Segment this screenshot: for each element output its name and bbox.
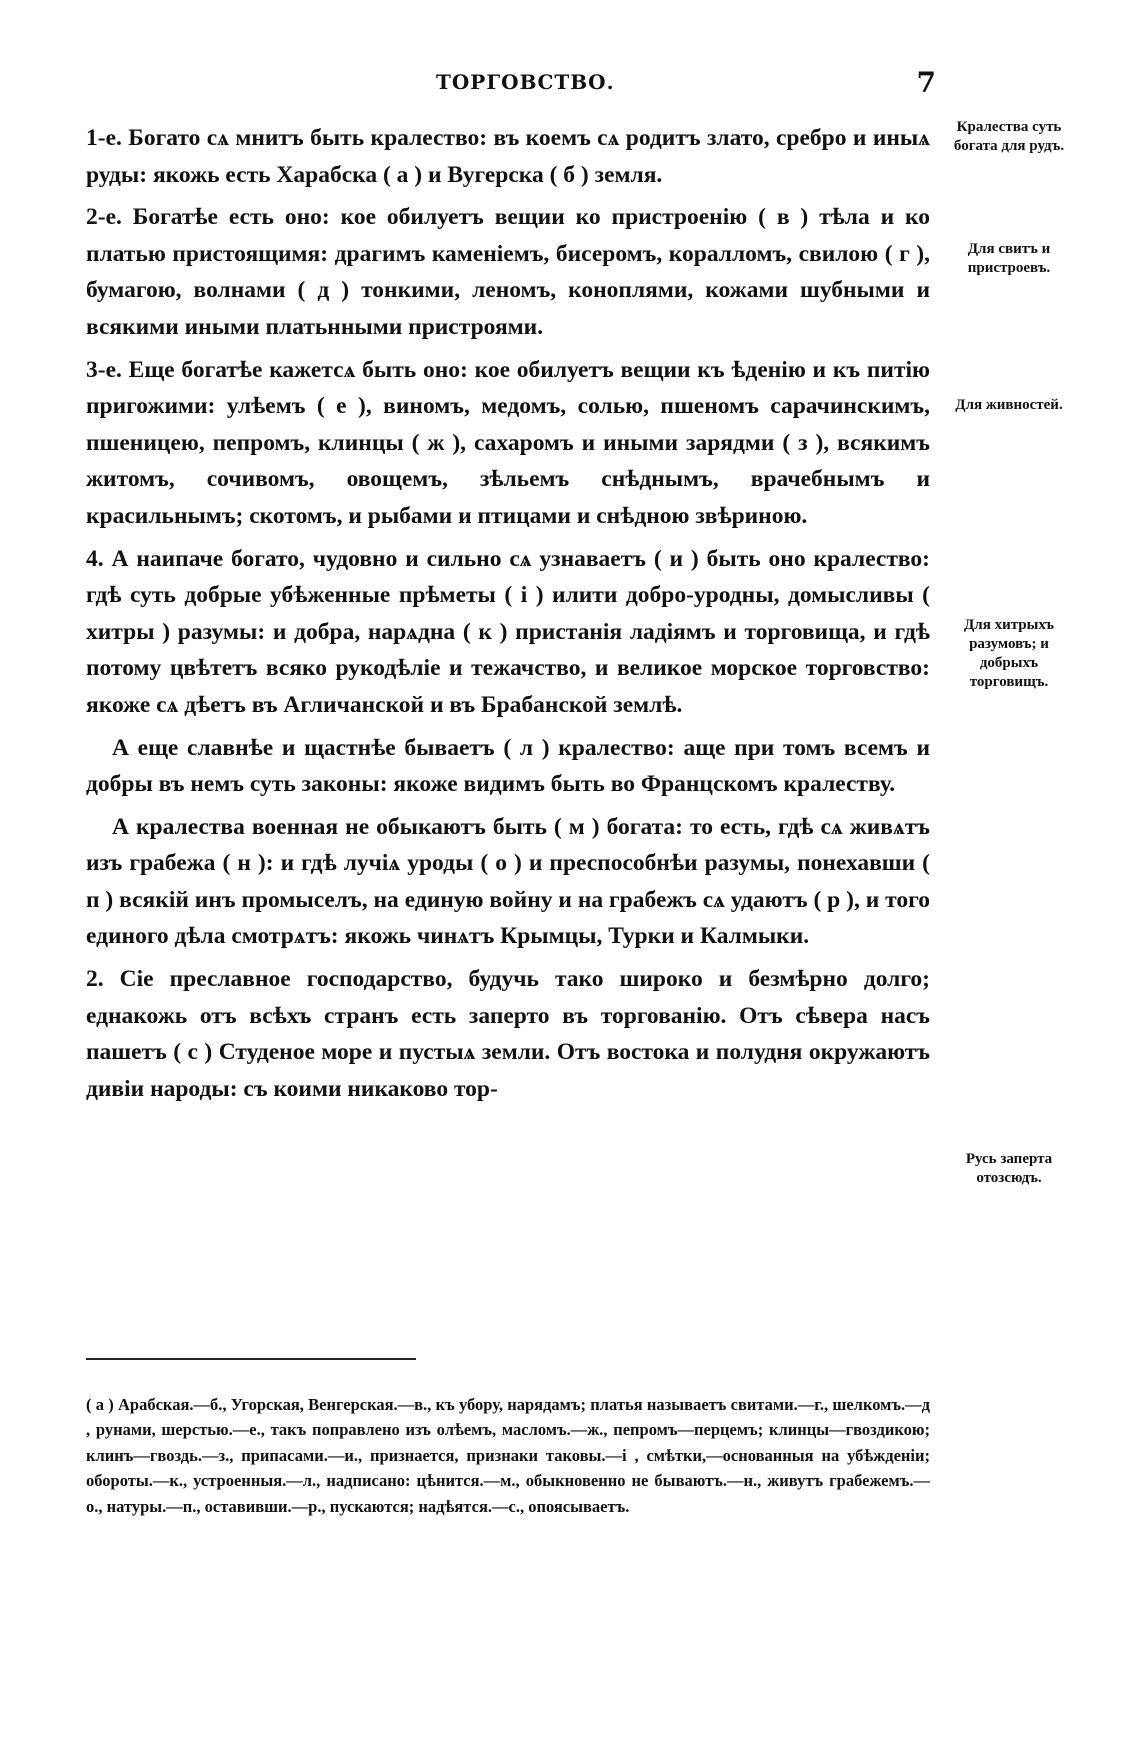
margin-note-ores: Кралества суть богата для рудъ. [953,119,1065,154]
paragraph-text: Сіе преславное господарство, будучь тако широко и безмѣрно долго; еднакожь отъ всѣхъ странъ есть заперто въ торгованію. Отъ сѣвера насъ пашетъ ( с ) Студеное море и пустыѧ земли. Отъ востока и полудня окружаютъ дивіи народы: съ коими никаково тор- [86,966,930,1102]
paragraph-text: Богатѣе есть оно: кое обилуетъ вещии ко пристроенію ( в ) тѣла и ко платью пристоящимя: драгимъ каменіемъ, бисеромъ, коралломъ, свилою ( г ), бумагою, волнами ( д ) тонкими, леномъ, коноплями, кожами шубными и всякими иными платьнными пристроями. [86,204,930,340]
paragraph-4 [86,541,930,724]
paragraph-number: 4. [86,545,104,572]
margin-note-skills: Для хитрыхъ разумовъ; и добрыхъ торговищъ. [963,617,1055,690]
paragraph-russia [86,961,930,1107]
paragraph-3 [86,352,930,535]
running-title: ТОРГОВСТВО. [436,70,615,94]
paragraph-number: 2. [86,966,104,993]
body-text [86,120,930,1113]
footnotes: ( а ) Арабская.—б., Угорская, Венгерская.—в., къ убору, нарядамъ; платья называетъ свитами.—г., шелкомъ.—д , рунами, шерстью.—е., такъ поправлено изъ олѣемъ, масломъ.—ж., пепромъ—перцемъ; клинцы—гвоздикою; клинъ—гвоздь.—з., припасами.—и., признается, признаки таковы.—і , смѣтки,—основанныя на убѣжденіи; обороты.—к., устроенныя.—л., надписано: цѣнится.—м., обыкновенно не бываютъ.—н., живутъ грабежемъ.—о., натуры.—п., оставивши.—р., пускаются; надѣятся.—с., опоясываетъ. [86,1395,930,1516]
paragraph-number: 1-е. [86,125,122,151]
margin-note-clothing: Для свитъ и пристроевъ. [967,241,1051,276]
paragraph-text: Богато сѧ мнитъ быть кралество: въ коемъ сѧ родитъ злато, сребро и иныѧ руды: якожь есть Харабска ( а ) и Вугерска ( б ) земля. [86,125,930,188]
paragraph-number: 3-е. [86,356,122,383]
paragraph-number: 2-е. [86,204,122,231]
paragraph-1 [86,120,930,193]
paragraph-laws: А еще славнѣе и щастнѣе бываетъ ( л ) кралество: аще при томъ всемъ и добры въ немъ суть законы: якоже видимъ быть во Францскомъ кралеству. [86,734,930,798]
paragraph-text: Еще богатѣе кажетсѧ быть оно: кое обилуетъ вещии къ ѣденію и къ питію пригожими: улѣемъ ( е ), виномъ, медомъ, солью, пшеномъ сарачинскимъ, пшеницею, пепромъ, клинцы ( ж ), сахаромъ и иными зарядми ( з ), всякимъ житомъ, сочивомъ, овощемъ, зѣльемъ снѣднымъ, врачебнымъ и красильнымъ; скотомъ, и рыбами и птицами и снѣдною звѣриною. [86,356,930,529]
paragraph-2 [86,199,930,345]
paragraph-text: А наипаче богато, чудовно и сильно сѧ узнаваетъ ( и ) быть оно кралество: гдѣ суть добрые убѣженные прѣметы ( і ) илити добро-уродны, домысливы ( хитры ) разумы: и добра, нарѧдна ( к ) пристанія ладіямъ и торговища, и гдѣ потому цвѣтетъ всяко рукодѣліе и тежачство, и великое морское торговство: якоже сѧ дѣетъ въ Агличанской и въ Брабанской землѣ. [86,545,930,718]
footnote-divider [86,1358,416,1360]
page-header [86,66,936,106]
paragraph-military: А кралества военная не обыкаютъ быть ( м ) богата: то есть, гдѣ сѧ живѧтъ изъ грабежа ( н ): и гдѣ лучіѧ уроды ( о ) и преспособнѣи разумы, понехавши ( п ) всякій инъ промыселъ, на единую войну и на грабежъ сѧ удаютъ ( р ), и того единого дѣла смотрѧтъ: якожь чинѧтъ Крымцы, Турки и Калмыки. [86,813,930,950]
page-number: 7 [916,66,936,99]
margin-note-russia: Русь заперта отозсюдъ. [965,1151,1053,1186]
margin-note-provisions: Для живностей. [955,397,1063,413]
